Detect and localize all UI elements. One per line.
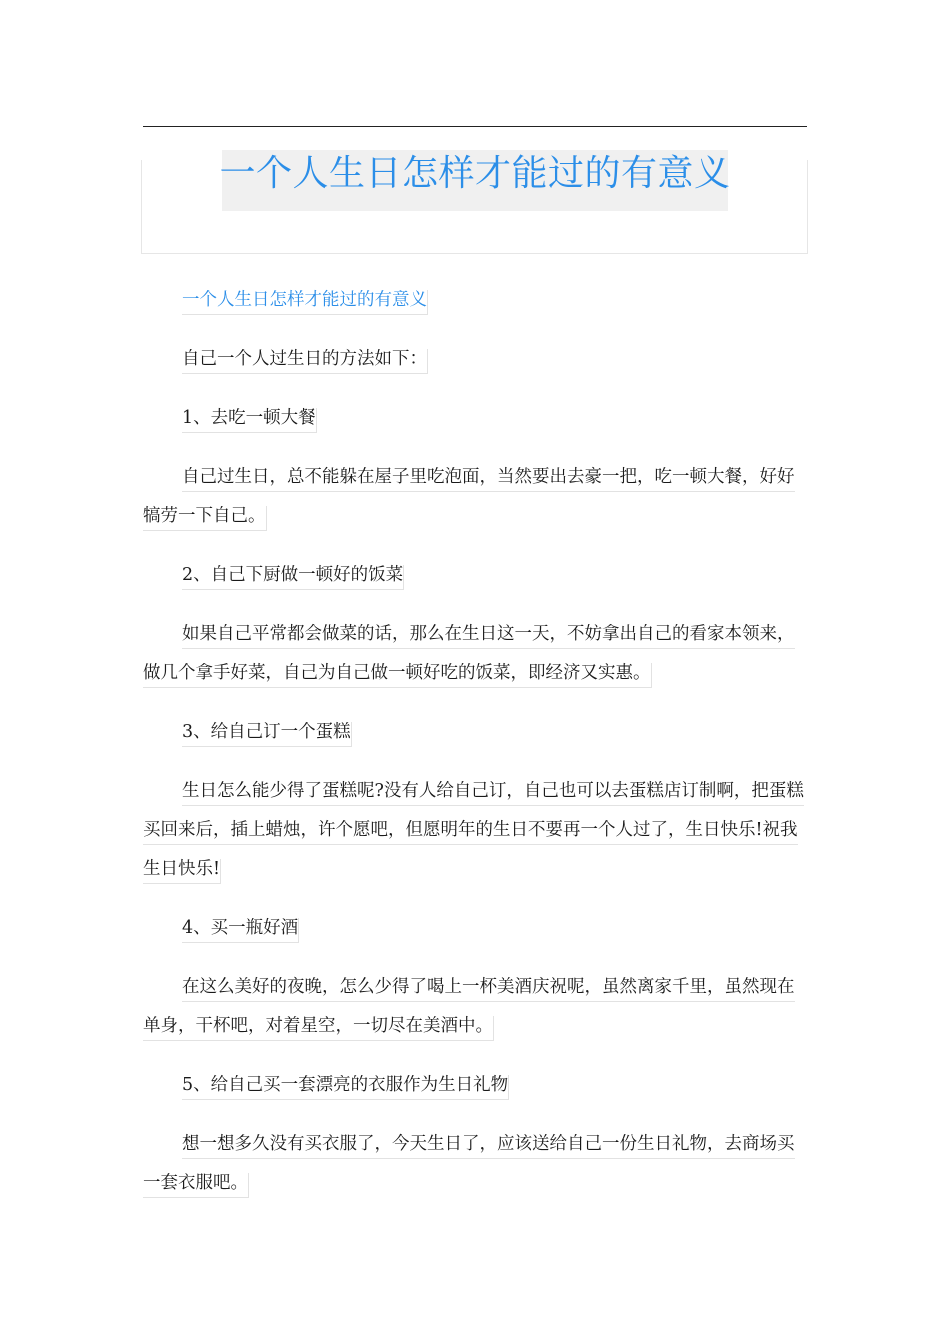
paragraph-text: 如果自己平常都会做菜的话，那么在生日这一天，不妨拿出自己的看家本领来，做几个拿手好菜，自己为自己做一顿好吃的饭菜，即经济又实惠。 [143, 624, 795, 688]
section-heading [143, 1066, 807, 1105]
paragraph [143, 458, 807, 536]
paragraph-text: 1、去吃一顿大餐 [182, 408, 317, 433]
paragraph-text: 生日怎么能少得了蛋糕呢?没有人给自己订，自己也可以去蛋糕店订制啊，把蛋糕买回来后，插上蜡烛，许个愿吧，但愿明年的生日不要再一个人过了，生日快乐!祝我生日快乐! [143, 781, 804, 884]
paragraph [143, 281, 807, 320]
section-heading [143, 399, 807, 438]
paragraph-text: 2、自己下厨做一顿好的饭菜 [182, 565, 404, 590]
paragraph-text: 自己过生日，总不能躲在屋子里吃泡面，当然要出去豪一把，吃一顿大餐，好好犒劳一下自己。 [143, 467, 795, 531]
section-heading [143, 713, 807, 752]
paragraph-text: 4、买一瓶好酒 [182, 918, 299, 943]
section-heading [143, 556, 807, 595]
paragraph-text: 3、给自己订一个蛋糕 [182, 722, 352, 747]
page-title: 一个人生日怎样才能过的有意义 [219, 153, 731, 194]
paragraph-text: 想一想多久没有买衣服了，今天生日了，应该送给自己一份生日礼物，去商场买一套衣服吧。 [143, 1134, 795, 1198]
paragraph-text: 5、给自己买一套漂亮的衣服作为生日礼物 [182, 1075, 509, 1100]
top-rule [143, 126, 807, 127]
paragraph [143, 615, 807, 693]
paragraph [143, 340, 807, 379]
paragraph-text: 自己一个人过生日的方法如下： [182, 349, 428, 374]
paragraph-text: 在这么美好的夜晚，怎么少得了喝上一杯美酒庆祝呢，虽然离家千里，虽然现在单身，干杯吧，对着星空，一切尽在美酒中。 [143, 977, 795, 1041]
paragraph [143, 772, 807, 889]
paragraph [143, 968, 807, 1046]
section-heading [143, 909, 807, 948]
document-body [143, 281, 807, 1223]
paragraph-text: 一个人生日怎样才能过的有意义 [182, 290, 428, 315]
paragraph [143, 1125, 807, 1203]
